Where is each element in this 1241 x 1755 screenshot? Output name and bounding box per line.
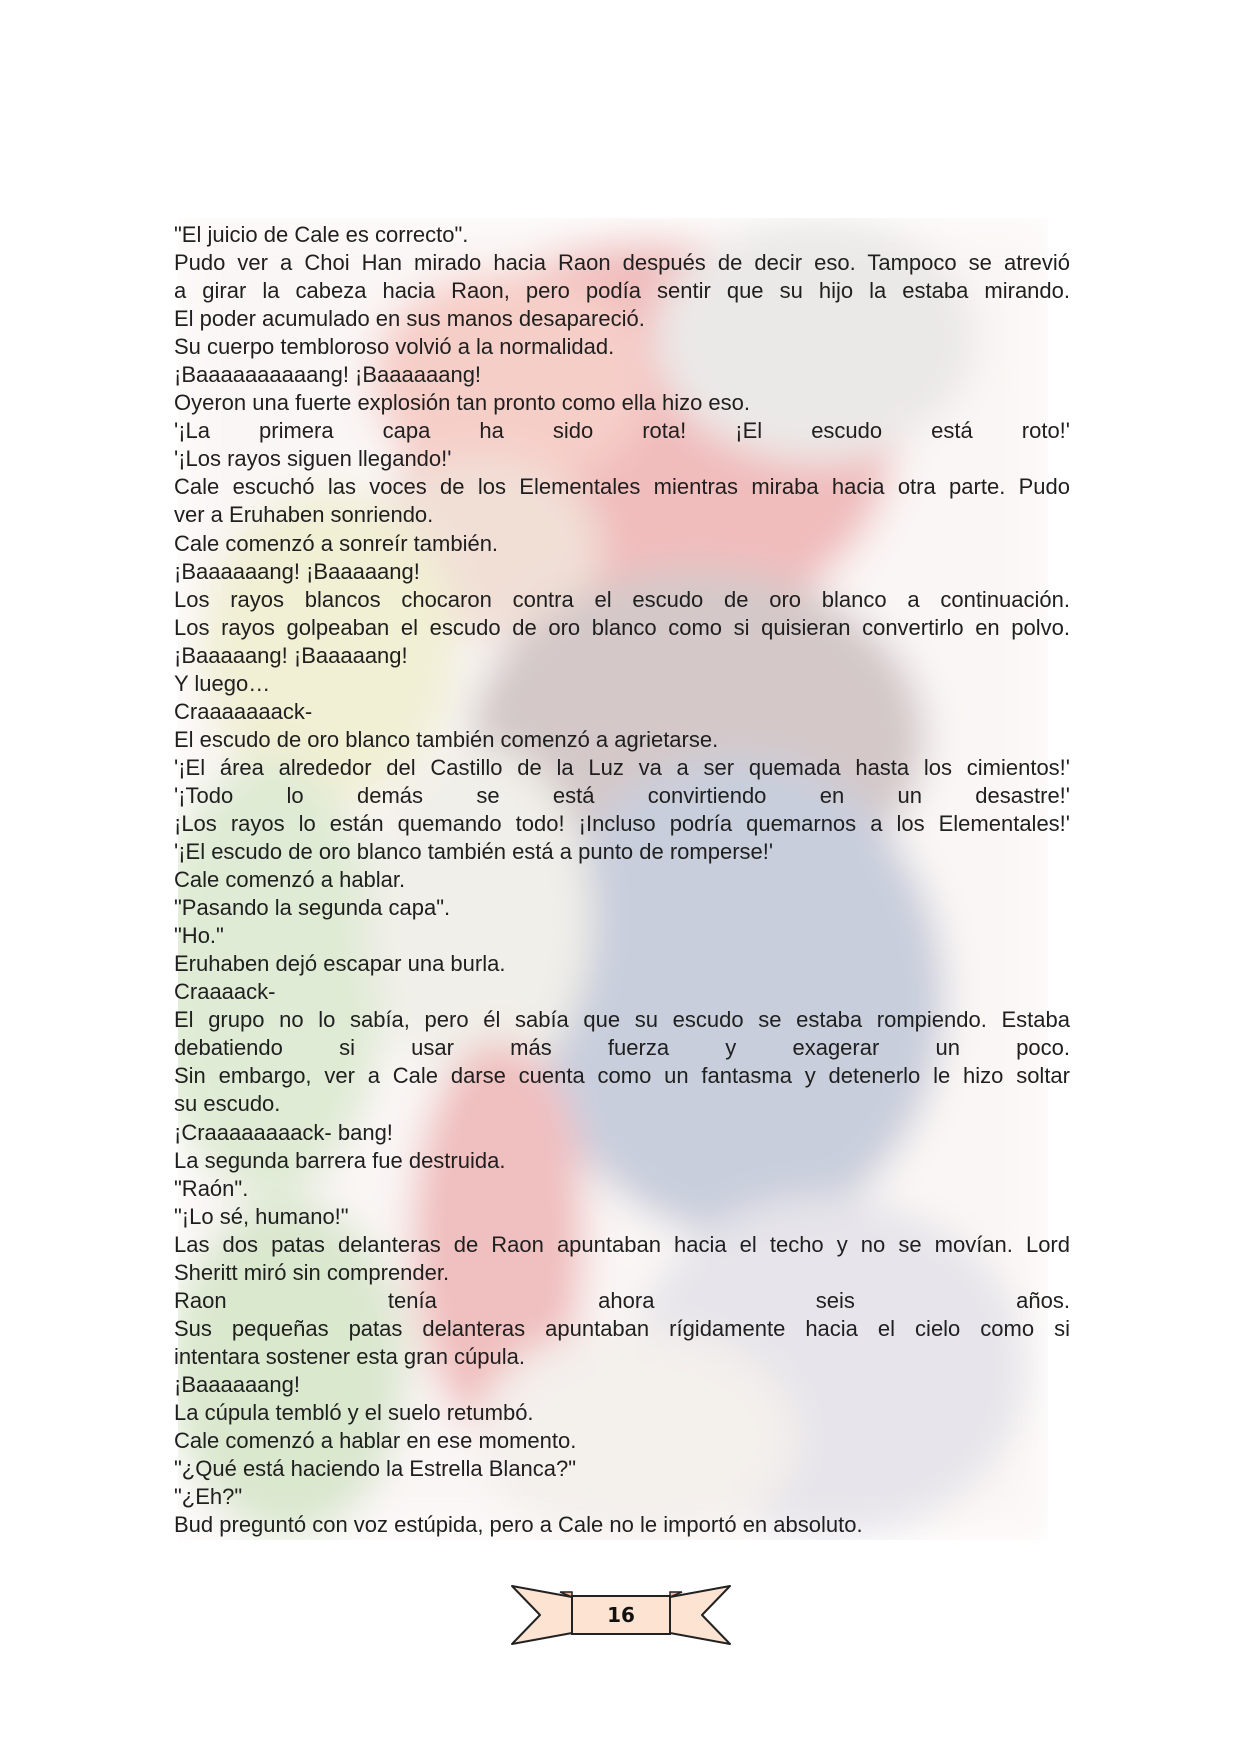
text-line: '¡Los rayos siguen llegando!' xyxy=(174,446,452,472)
text-line: Bud preguntó con voz estúpida, pero a Cale no le importó en absoluto. xyxy=(174,1512,863,1538)
text-line: ¡Los rayos lo están quemando todo! ¡Incluso podría quemarnos a los Elementales!' xyxy=(174,810,1070,836)
page-number-banner xyxy=(510,1580,732,1650)
text-line: "¡Lo sé, humano!" xyxy=(174,1203,349,1229)
text-line: '¡El escudo de oro blanco también está a punto de romperse!' xyxy=(174,839,774,865)
text-line: "El juicio de Cale es correcto". xyxy=(174,222,469,247)
text-line: "¿Qué está haciendo la Estrella Blanca?" xyxy=(174,1456,577,1482)
text-line: La segunda barrera fue destruida. xyxy=(174,1147,506,1173)
text-line: El grupo no lo sabía, pero él sabía que su escudo se estaba rompiendo. Estaba xyxy=(174,1007,1070,1033)
text-line: El escudo de oro blanco también comenzó a agrietarse. xyxy=(174,726,719,752)
text-line: ¡Craaaaaaaack- bang! xyxy=(174,1119,393,1145)
text-line: a girar la cabeza hacia Raon, pero podía sentir que su hijo la estaba mirando. xyxy=(174,278,1070,304)
text-line: Y luego… xyxy=(174,670,271,696)
text-line: su escudo. xyxy=(174,1091,281,1117)
text-line: "Pasando la segunda capa". xyxy=(174,895,451,921)
text-line: El poder acumulado en sus manos desapareció. xyxy=(174,306,645,332)
text-line: ver a Eruhaben sonriendo. xyxy=(174,502,434,528)
text-line: "¿Eh?" xyxy=(174,1484,243,1510)
text-line: ¡Baaaaang! ¡Baaaaang! xyxy=(174,642,408,668)
text-line: Cale comenzó a hablar. xyxy=(174,867,406,893)
text-line: La cúpula tembló y el suelo retumbó. xyxy=(174,1399,534,1425)
text-line: Sus pequeñas patas delanteras apuntaban rígidamente hacia el cielo como si xyxy=(174,1315,1070,1341)
text-line: Eruhaben dejó escapar una burla. xyxy=(174,951,506,977)
text-line: Pudo ver a Choi Han mirado hacia Raon después de decir eso. Tampoco se atrevió xyxy=(174,250,1070,276)
text-line: "Ho." xyxy=(174,923,224,949)
text-line: Sin embargo, ver a Cale darse cuenta como un fantasma y detenerlo le hizo soltar xyxy=(174,1063,1070,1089)
text-line: Oyeron una fuerte explosión tan pronto como ella hizo eso. xyxy=(174,390,751,416)
text-line: Sheritt miró sin comprender. xyxy=(174,1259,450,1285)
text-line: Las dos patas delanteras de Raon apuntaban hacia el techo y no se movían. Lord xyxy=(174,1231,1070,1257)
text-line: Los rayos blancos chocaron contra el escudo de oro blanco a continuación. xyxy=(174,586,1070,612)
text-line: '¡Todo lo demás se está convirtiendo en un desastre!' xyxy=(174,782,1070,808)
body-text xyxy=(174,221,1070,1539)
text-line: '¡La primera capa ha sido rota! ¡El escudo está roto!' xyxy=(174,418,1070,444)
text-line: Su cuerpo tembloroso volvió a la normalidad. xyxy=(174,334,615,360)
text-line: Los rayos golpeaban el escudo de oro blanco como si quisieran convertirlo en polvo. xyxy=(174,614,1070,640)
text-line: intentara sostener esta gran cúpula. xyxy=(174,1343,526,1369)
text-line: "Raón". xyxy=(174,1175,249,1201)
page-number: 16 xyxy=(607,1603,635,1627)
text-line: Craaaaaaack- xyxy=(174,698,313,724)
text-line: ¡Baaaaaang! ¡Baaaaang! xyxy=(174,558,420,584)
text-line: debatiendo si usar más fuerza y exagerar un poco. xyxy=(174,1035,1070,1061)
text-line: Cale escuchó las voces de los Elementales mientras miraba hacia otra parte. Pudo xyxy=(174,474,1070,500)
text-line: Craaaack- xyxy=(174,979,276,1005)
text-line: Cale comenzó a sonreír también. xyxy=(174,530,499,556)
text-line: Cale comenzó a hablar en ese momento. xyxy=(174,1428,577,1454)
text-line: ¡Baaaaaang! xyxy=(174,1371,300,1397)
text-line: ¡Baaaaaaaaaang! ¡Baaaaaang! xyxy=(174,362,482,388)
text-line: '¡El área alrededor del Castillo de la Luz va a ser quemada hasta los cimientos!' xyxy=(174,754,1070,780)
text-line: Raon tenía ahora seis años. xyxy=(174,1287,1070,1313)
